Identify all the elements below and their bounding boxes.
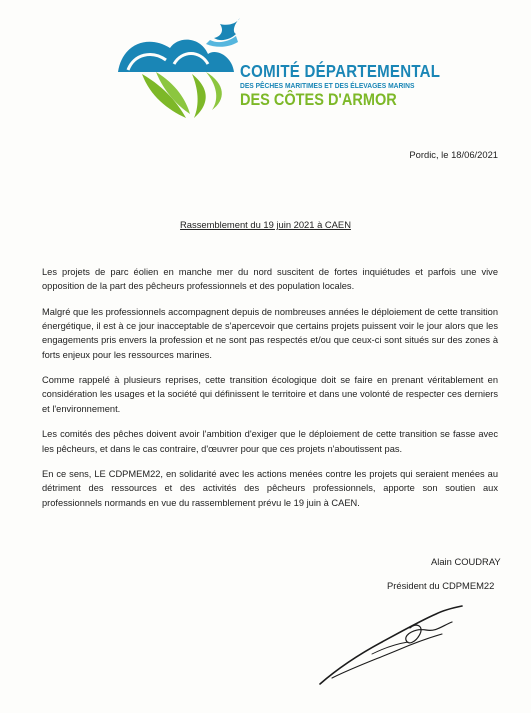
body-paragraph: Les comités des pêches doivent avoir l'ambition d'exiger que le déploiement de cette transition se fasse avec les pêcheurs, et dans le cas contraire, d'œuvrer pour que ces projets n'aboutissent pas. (42, 429, 498, 454)
signatory-name: Alain COUDRAY (431, 556, 501, 567)
body-paragraph: Malgré que les professionnels accompagnent depuis de nombreuses années le déploiement de cette transition énergétique, il est à ce jour inacceptable de s'apercevoir que certains projets puissent voir le jour alors que les engagements pris envers la profession et ne sont pas respectés et/ou que ceux-ci sont situés sur des zones à forts enjeux pour les ressources marines. (42, 306, 498, 360)
body-paragraph: Comme rappelé à plusieurs reprises, cette transition écologique doit se faire en prenant véritablement en considération les usages et la société qui définissent le territoire et dans une volonté de respecter ces derniers et l'environnement. (42, 375, 498, 414)
letter-subject: Rassemblement du 19 juin 2021 à CAEN (180, 219, 351, 230)
signatory-role: Président du CDPMEM22 (387, 580, 495, 591)
date-line: Pordic, le 18/06/2021 (409, 149, 498, 160)
organization-name (240, 62, 440, 109)
org-name-line3: DES CÔTES D'ARMOR (240, 91, 397, 109)
org-name-line1: COMITÉ DÉPARTEMENTAL (240, 61, 441, 81)
body-paragraph: En ce sens, LE CDPMEM22, en solidarité avec les actions menées contre les projets qui seraient menées au détriment des ressources et des activités des pêcheurs professionnels, apporte son soutien aux professionnels normands en vue du rassemblement prévu le 19 juin à CAEN. (42, 469, 498, 508)
committee-logo-icon (108, 14, 244, 122)
handwritten-signature-icon (312, 598, 472, 690)
body-paragraph: Les projets de parc éolien en manche mer du nord suscitent de fortes inquiétudes et parfois une vive opposition de la part des pêcheurs professionnels et des population locales. (42, 267, 498, 292)
letter-body (42, 265, 498, 521)
org-name-line2: DES PÊCHES MARITIMES ET DES ÉLEVAGES MARINS (240, 81, 415, 90)
